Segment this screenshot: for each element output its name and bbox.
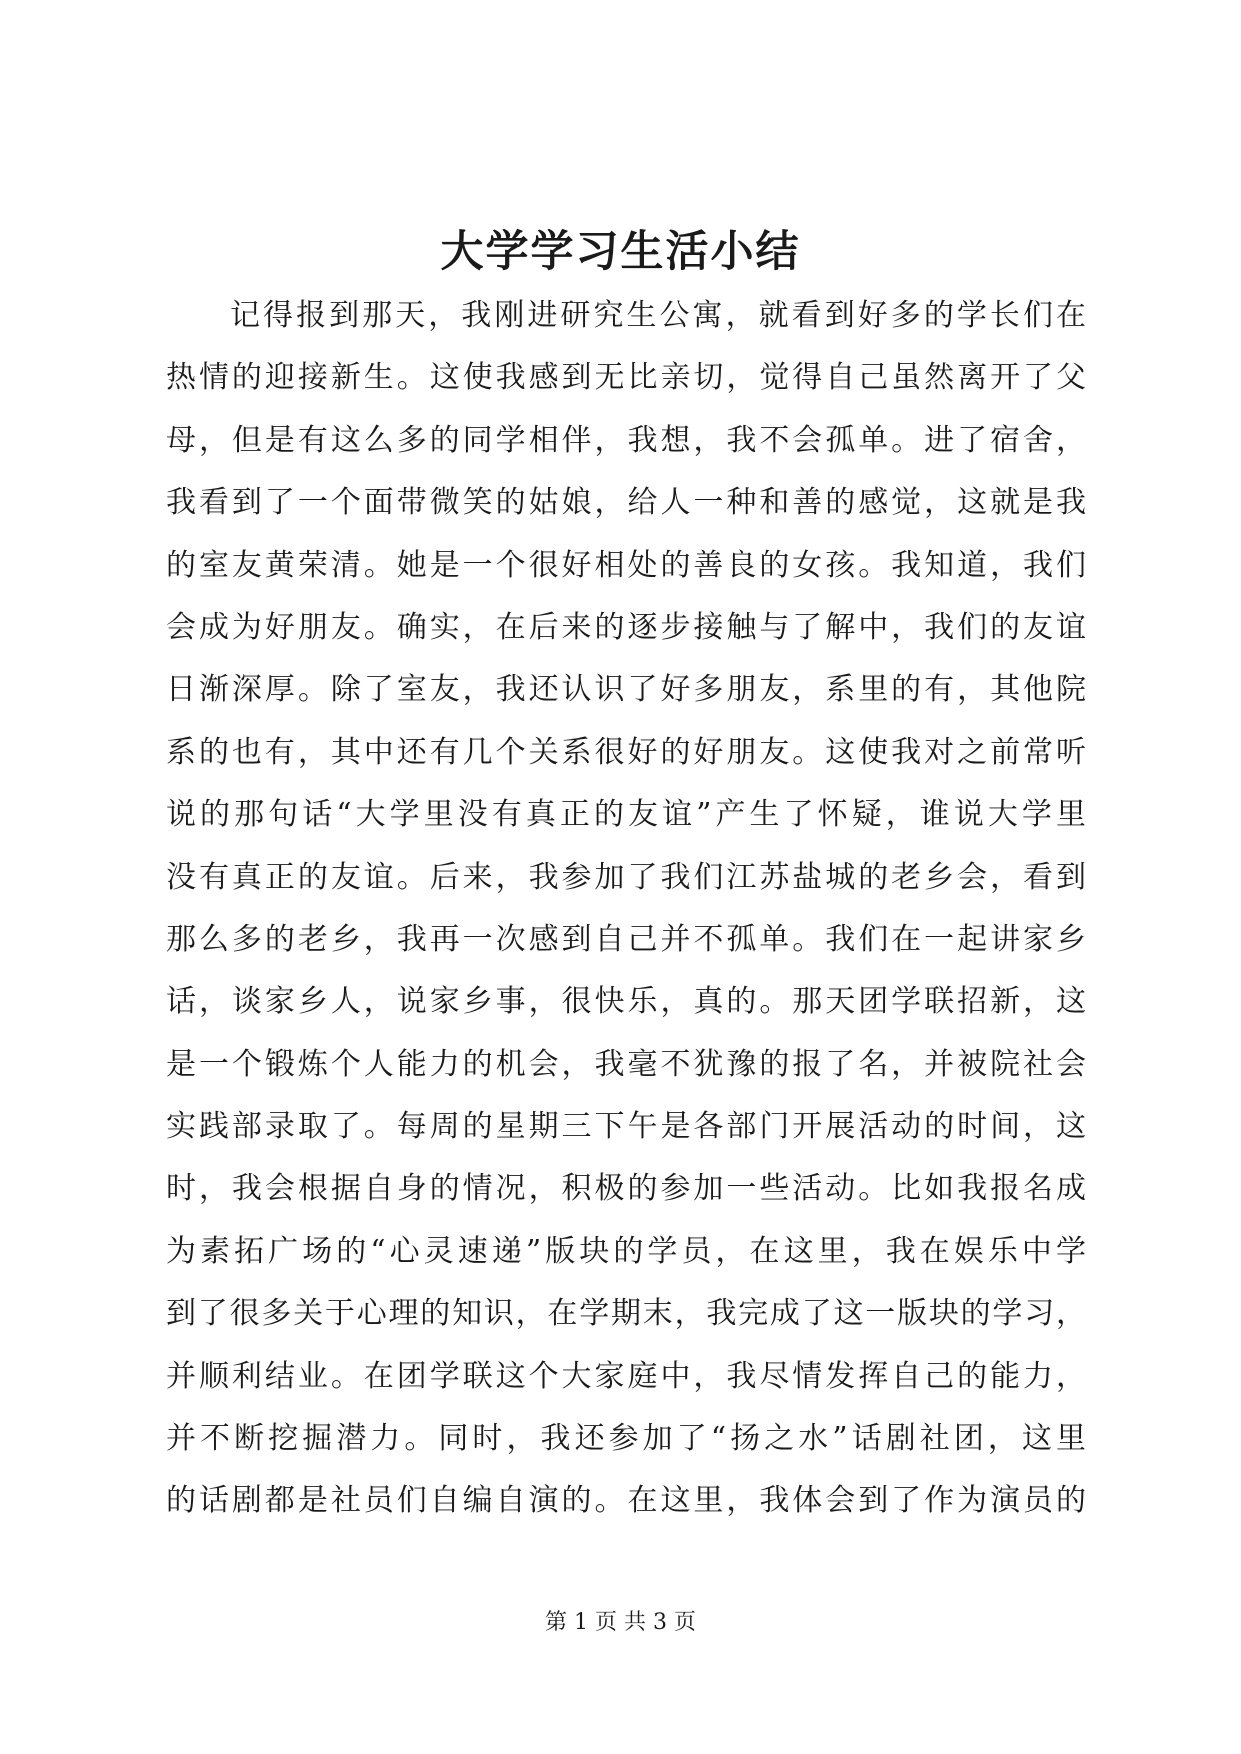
body-line: 那么多的老乡，我再一次感到自己并不孤单。我们在一起讲家乡 (166, 921, 1086, 957)
body-line: 日渐深厚。除了室友，我还认识了好多朋友，系里的有，其他院 (166, 672, 1086, 708)
body-line: 母，但是有这么多的同学相伴，我想，我不会孤单。进了宿舍， (166, 422, 1086, 458)
body-line: 我看到了一个面带微笑的姑娘，给人一种和善的感觉，这就是我 (166, 485, 1086, 521)
body-line: 说的那句话“大学里没有真正的友谊”产生了怀疑，谁说大学里 (166, 797, 1086, 833)
body-line: 为素拓广场的“心灵速递”版块的学员，在这里，我在娱乐中学 (166, 1233, 1086, 1269)
body-line: 的话剧都是社员们自编自演的。在这里，我体会到了作为演员的 (166, 1483, 1086, 1519)
body-line: 的室友黄荣清。她是一个很好相处的善良的女孩。我知道，我们 (166, 547, 1086, 583)
body-line: 会成为好朋友。确实，在后来的逐步接触与了解中，我们的友谊 (166, 609, 1086, 645)
body-line: 并不断挖掘潜力。同时，我还参加了“扬之水”话剧社团，这里 (166, 1421, 1086, 1457)
body-line: 系的也有，其中还有几个关系很好的好朋友。这使我对之前常听 (166, 734, 1086, 770)
document-title: 大学学习生活小结 (440, 227, 801, 277)
body-line: 时，我会根据自身的情况，积极的参加一些活动。比如我报名成 (166, 1171, 1086, 1207)
body-line: 记得报到那天，我刚进研究生公寓，就看到好多的学长们在 (230, 298, 1086, 333)
body-line: 并顺利结业。在团学联这个大家庭中，我尽情发挥自己的能力， (166, 1358, 1086, 1394)
page-footer: 第 1 页 共 3 页 (545, 1610, 696, 1635)
body-line: 是一个锻炼个人能力的机会，我毫不犹豫的报了名，并被院社会 (166, 1046, 1086, 1082)
body-line: 话，谈家乡人，说家乡事，很快乐，真的。那天团学联招新，这 (166, 984, 1086, 1020)
body-line: 没有真正的友谊。后来，我参加了我们江苏盐城的老乡会，看到 (166, 859, 1086, 895)
body-line: 实践部录取了。每周的星期三下午是各部门开展活动的时间，这 (166, 1109, 1086, 1145)
body-line: 热情的迎接新生。这使我感到无比亲切，觉得自己虽然离开了父 (166, 360, 1086, 396)
document-body (166, 285, 1086, 1533)
body-line: 到了很多关于心理的知识，在学期末，我完成了这一版块的学习， (166, 1296, 1086, 1332)
